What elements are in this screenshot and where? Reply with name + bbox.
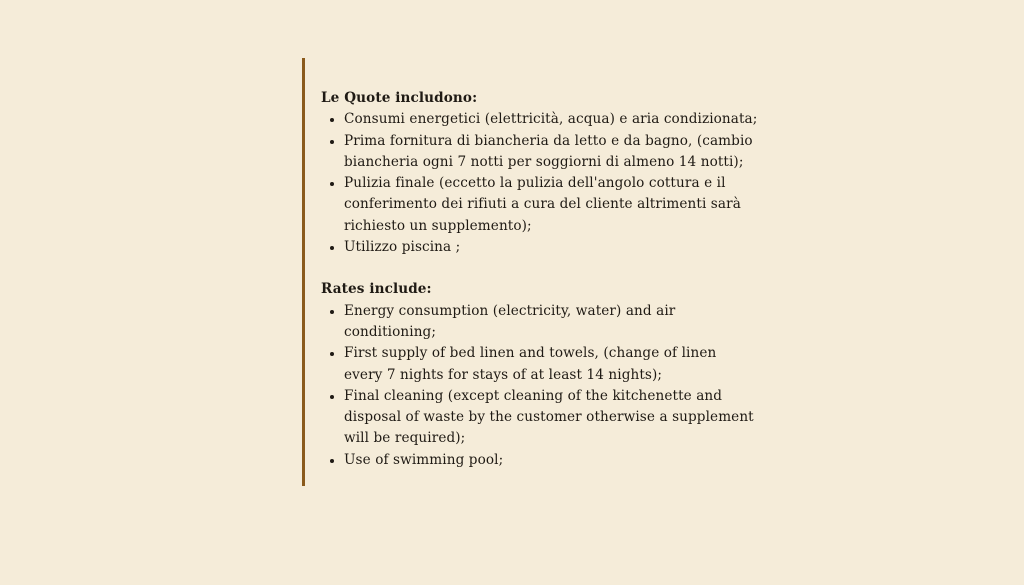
list-item: Pulizia finale (eccetto la pulizia dell'angolo cottura e il conferimento dei rifiuti a cura del cliente altrimenti sarà richiesto un supplemento); xyxy=(344,173,754,237)
list-item: Prima fornitura di biancheria da letto e da bagno, (cambio biancheria ogni 7 notti per soggiorni di almeno 14 notti); xyxy=(344,131,764,174)
list-item: First supply of bed linen and towels, (change of linen every 7 nights for stays of at least 14 nights); xyxy=(344,343,739,386)
italian-heading: Le Quote includono: xyxy=(321,90,478,106)
italian-list xyxy=(321,109,771,258)
list-item: Utilizzo piscina ; xyxy=(344,237,771,258)
list-item: Energy consumption (electricity, water) and air conditioning; xyxy=(344,301,704,344)
rates-content xyxy=(321,88,771,471)
list-item: Consumi energetici (elettricità, acqua) e aria condizionata; xyxy=(344,109,764,130)
section-spacer xyxy=(321,258,771,279)
english-list xyxy=(321,301,771,471)
rates-panel xyxy=(302,58,772,486)
list-item: Final cleaning (except cleaning of the kitchenette and disposal of waste by the customer otherwise a supplement will be required); xyxy=(344,386,769,450)
english-heading: Rates include: xyxy=(321,281,432,298)
list-item: Use of swimming pool; xyxy=(344,450,771,471)
